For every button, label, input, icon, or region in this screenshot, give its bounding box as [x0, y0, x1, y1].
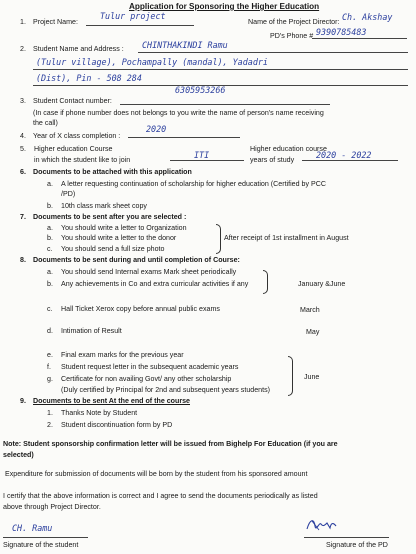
- item-letter: b.: [47, 234, 53, 242]
- section-number: 9.: [20, 397, 26, 405]
- doc-item: Hall Ticket Xerox copy before annual public exams: [61, 305, 220, 313]
- doc-item: You should send Internal exams Mark sheet periodically: [61, 268, 237, 276]
- item-number: 2.: [47, 421, 53, 429]
- course-value: ITI: [194, 150, 210, 160]
- timing-may: May: [306, 328, 320, 336]
- doc-item: A letter requesting continuation of scholarship for higher education (Certified by PCC: [61, 180, 326, 188]
- section-number: 6.: [20, 168, 26, 176]
- item-letter: b.: [47, 280, 53, 288]
- note-text: Note: Student sponsorship confirmation letter will be issued from Bighelp For Education (if you are: [3, 440, 338, 448]
- item-letter: c.: [47, 305, 53, 313]
- item-letter: a.: [47, 224, 53, 232]
- item-letter: a.: [47, 180, 53, 188]
- timing-june: June: [304, 373, 320, 381]
- student-name-value: CHINTHAKINDI Ramu: [142, 40, 228, 50]
- field-number: 1.: [20, 18, 26, 26]
- pd-phone-value: 9390785483: [316, 27, 367, 37]
- timing-january-june: January &June: [298, 280, 346, 288]
- x-class-year-value: 2020: [146, 124, 167, 134]
- item-letter: a.: [47, 268, 53, 276]
- project-director-label: Name of the Project Director:: [248, 18, 340, 26]
- doc-item-cont: (Duly certified by Principal for 2nd and subsequent years students): [61, 386, 270, 394]
- doc-item: Intimation of Result: [61, 327, 122, 335]
- contact-note: (In case if phone number does not belongs to you write the name of person's name receiving: [33, 109, 324, 117]
- student-signature-label: Signature of the student: [3, 541, 79, 549]
- section-number: 7.: [20, 213, 26, 221]
- section-9-title: Documents to be sent At the end of the course: [33, 397, 190, 405]
- doc-item-cont: /PD): [61, 190, 76, 198]
- page-title: Application for Sponsoring the Higher Education: [129, 2, 320, 11]
- project-name-label: Project Name:: [33, 18, 78, 26]
- doc-item: You should send a full size photo: [61, 245, 165, 253]
- doc-item: You should write a letter to the donor: [61, 234, 177, 242]
- section-7-title: Documents to be sent after you are selected :: [33, 213, 187, 221]
- doc-item: Thanks Note by Student: [61, 409, 138, 417]
- project-director-value: Ch. Akshay: [342, 12, 393, 22]
- item-letter: c.: [47, 245, 53, 253]
- student-name-label: Student Name and Address :: [33, 45, 124, 53]
- item-letter: e.: [47, 351, 53, 359]
- student-signature: CH. Ramu: [12, 523, 53, 533]
- section-7-timing: After receipt of 1st installment in August: [224, 234, 349, 242]
- section-6-title: Documents to be attached with this application: [33, 168, 192, 176]
- item-letter: f.: [47, 363, 51, 371]
- doc-item: Any achievements in Co and extra curricular activities if any: [61, 280, 249, 288]
- field-number: 5.: [20, 145, 26, 153]
- doc-item: Student request letter in the subsequent academic years: [61, 363, 239, 371]
- certification-text-cont: above through Project Director.: [3, 503, 101, 511]
- expenditure-text: Expenditure for submission of documents will be born by the student from his sponsored amount: [5, 470, 308, 478]
- course-label: Higher education Course: [34, 145, 113, 153]
- pd-phone-label: PD's Phone #: [270, 32, 314, 40]
- study-years-value: 2020 - 2022: [316, 150, 372, 160]
- section-number: 8.: [20, 256, 26, 264]
- brace: [263, 270, 268, 294]
- note-text-cont: selected): [3, 451, 34, 459]
- project-name-value: Tulur project: [100, 11, 166, 21]
- item-letter: g.: [47, 375, 53, 383]
- contact-note-cont: the call): [33, 119, 58, 127]
- item-number: 1.: [47, 409, 53, 417]
- course-label-cont: in which the student like to join: [34, 156, 131, 164]
- study-years-label: Higher education course: [250, 145, 327, 153]
- student-contact-label: Student Contact number:: [33, 97, 112, 105]
- field-number: 2.: [20, 45, 26, 53]
- field-number: 3.: [20, 97, 26, 105]
- pd-signature: [304, 514, 338, 536]
- item-letter: b.: [47, 202, 53, 210]
- doc-item: Student discontinuation form by PD: [61, 421, 173, 429]
- section-8-title: Documents to be sent during and until completion of Course:: [33, 256, 240, 264]
- doc-item: 10th class mark sheet copy: [61, 202, 147, 210]
- item-letter: d.: [47, 327, 53, 335]
- student-contact-value: 6305953266: [175, 85, 226, 95]
- student-address-line1: (Tulur village), Pochampally (mandal), Yadadri: [36, 57, 268, 67]
- pd-signature-label: Signature of the PD: [326, 541, 388, 549]
- study-years-label-cont: years of study: [250, 156, 295, 164]
- field-number: 4.: [20, 132, 26, 140]
- doc-item: You should write a letter to Organization: [61, 224, 187, 232]
- doc-item: Final exam marks for the previous year: [61, 351, 184, 359]
- student-address-line2: (Dist), Pin - 508 284: [36, 73, 142, 83]
- brace: [216, 224, 221, 254]
- x-class-year-label: Year of X class completion :: [33, 132, 121, 140]
- brace: [288, 356, 293, 396]
- certification-text: I certify that the above information is correct and I agree to send the documents periodically as listed: [3, 492, 318, 500]
- doc-item: Certificate for non availing Govt/ any other scholarship: [61, 375, 232, 383]
- timing-march: March: [300, 306, 320, 314]
